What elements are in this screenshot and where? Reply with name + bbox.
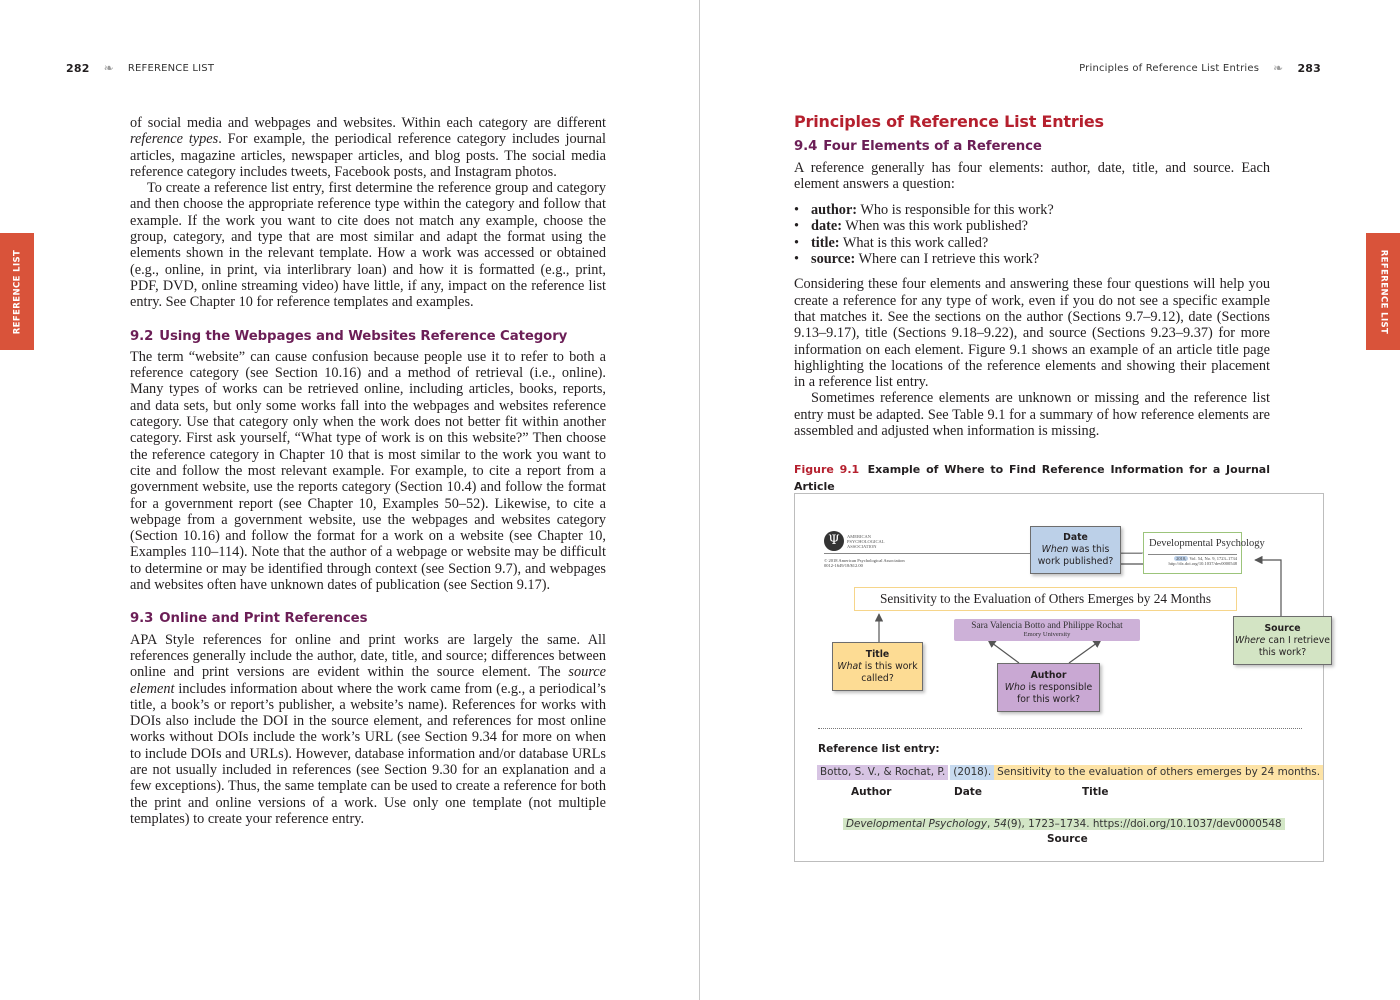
callout-question-word: What bbox=[837, 660, 862, 672]
reference-entry-label: Reference list entry: bbox=[818, 743, 940, 755]
callout-label: Author bbox=[1030, 669, 1067, 681]
text: of social media and webpages and websites. Within each category are different bbox=[130, 115, 606, 131]
publisher-name-line: AMERICAN bbox=[847, 533, 872, 539]
callout-source bbox=[1233, 616, 1332, 665]
journal-info-box bbox=[1143, 532, 1265, 574]
author-arrow-left bbox=[988, 640, 1019, 663]
paragraph: Considering these four elements and answering these four questions will help you create a reference for any type of work, even if you do not see a specific example that matches it. See the sections on the author (Sections 9.7–9.12), date (Sections 9.13–9.17), title (Sections 9.18–9.22), and source (Sections 9.23–9.37) for more information on each element. Figure 9.1 shows an example of an article title page highlighting the locations of the reference elements and showing their placement in a reference list entry. bbox=[794, 276, 1270, 391]
paragraph bbox=[130, 632, 606, 828]
figure-caption bbox=[794, 462, 1270, 495]
paragraph: The term “website” can cause confusion because people use it to refer to both a reference category (see Section 10.16) and a method of retrieval (i.e., online). Many types of works can be retrieved online, including articles, books, reports, and data sets, but only some works fall into the webpages and websites reference category. Use that category only when the work does not better fit within another category. First ask yourself, “What type of work is on this website?” Then choose the reference category in Chapter 10 that is most similar to the work you want to cite and follow the most relevant example. For example, to cite a report from a government website, use the reports category (Section 10.4) and follow the format for a government report (see Chapter 10, Examples 50–52). Likewise, to cite a webpage from a government website, use the webpages and websites category (Section 10.16) and follow the format for a work on a website (see Chapter 10, Examples 110–114). Note that the author of a webpage or website may be difficult to determine or may be identified through context (see Section 9.7), and webpages and websites often have unknown dates of publication (see Section 9.17). bbox=[130, 348, 606, 594]
callout-question-word: Where bbox=[1235, 634, 1266, 646]
book-spine-divider bbox=[699, 0, 700, 1000]
dotted-divider bbox=[818, 728, 1302, 729]
figure-title: Example of Where to Find Reference Information for a Journal Article bbox=[794, 463, 1270, 493]
publisher-name-line: ASSOCIATION bbox=[847, 543, 877, 549]
thumb-tab-left bbox=[0, 233, 34, 350]
journal-name: Developmental Psychology bbox=[1149, 538, 1265, 549]
section-title: Using the Webpages and Websites Reference Category bbox=[159, 328, 568, 344]
callout-question-word: When bbox=[1041, 544, 1069, 555]
reference-entry-line-2 bbox=[843, 817, 1285, 832]
list-item bbox=[794, 235, 1270, 251]
element-list bbox=[794, 202, 1270, 267]
page-number: 283 bbox=[1297, 61, 1321, 75]
article-title-box: Sensitivity to the Evaluation of Others Emerges by 24 Months bbox=[854, 587, 1237, 611]
callout-question bbox=[998, 682, 1099, 706]
list-term: title: bbox=[811, 234, 840, 251]
section-title: Four Elements of a Reference bbox=[823, 139, 1042, 155]
left-page-body bbox=[130, 115, 606, 827]
callout-question-rest: is this work called? bbox=[861, 660, 918, 684]
element-label-source: Source bbox=[1047, 833, 1088, 845]
paragraph: A reference generally has four elements: author, date, title, and source. Each element answers a question: bbox=[794, 159, 1270, 192]
list-item bbox=[794, 202, 1270, 218]
section-number: 9.3 bbox=[130, 611, 154, 627]
ornament-icon: ❧ bbox=[1273, 61, 1284, 75]
issn-line: 0012-1649/18/$12.00 bbox=[824, 563, 863, 568]
publisher-name-line: PSYCHOLOGICAL bbox=[847, 538, 885, 544]
section-heading-9-2 bbox=[130, 329, 606, 345]
thumb-tab-label: REFERENCE LIST bbox=[12, 249, 23, 334]
callout-label: Title bbox=[865, 648, 890, 660]
journal-volume: Vol. 54, No. 9, 1723–1734 bbox=[1189, 556, 1237, 561]
list-term: author: bbox=[811, 202, 858, 219]
source-volume: 54 bbox=[993, 818, 1007, 830]
callout-label: Source bbox=[1264, 622, 1301, 634]
reference-author: Botto, S. V., & Rochat, P. bbox=[817, 765, 948, 780]
term-italic: reference types bbox=[130, 131, 219, 148]
copyright-line: © 2018 American Psychological Association bbox=[824, 558, 905, 563]
element-label-author: Author bbox=[851, 786, 892, 798]
reference-title: Sensitivity to the evaluation of others emerges by 24 months. bbox=[994, 765, 1323, 780]
source-arrow bbox=[1255, 560, 1281, 616]
paragraph bbox=[130, 115, 606, 180]
callout-label: Date bbox=[1063, 532, 1088, 543]
callout-question bbox=[1234, 635, 1331, 659]
list-item bbox=[794, 218, 1270, 234]
source-sep: , bbox=[986, 818, 994, 830]
element-label-date: Date bbox=[954, 786, 982, 798]
source-rest: (9), 1723–1734. https://doi.org/10.1037/dev0000548 bbox=[1006, 818, 1282, 830]
section-heading-9-4 bbox=[794, 139, 1270, 155]
callout-question bbox=[833, 661, 922, 685]
paragraph: To create a reference list entry, first determine the reference group and category and then choose the appropriate reference type within the category and follow that example. If the work you want to cite does not match any example, choose the group, category, and type that are most similar and adapt the format using the elements shown in the relevant template. How a work was accessed or obtained (e.g., online, in print, via interlibrary loan) and how it is formatted (e.g., print, PDF, DVD, online streaming video) have little, if any, impact on the reference list entry. See Chapter 10 for reference templates and examples. bbox=[130, 180, 606, 311]
callout-author bbox=[997, 663, 1100, 712]
running-head-left bbox=[66, 61, 214, 75]
apa-logo-icon: Ψ bbox=[824, 531, 844, 551]
list-term: source: bbox=[811, 251, 856, 268]
callout-question-word: Who bbox=[1004, 681, 1026, 693]
list-item bbox=[794, 251, 1270, 267]
paragraph: Sometimes reference elements are unknown or missing and the reference list entry must be adapted. See Table 9.1 for a summary of how reference elements are assembled and adjusted when information is missing. bbox=[794, 390, 1270, 440]
list-text: Who is responsible for this work? bbox=[857, 202, 1054, 219]
running-head-title: REFERENCE LIST bbox=[127, 62, 215, 74]
text: . For example, the periodical reference category includes journal articles, magazine articles, newspaper articles, and blog posts. The social media reference category includes tweets, Facebook posts, and Instagram photos. bbox=[130, 131, 606, 180]
term-italic: source element bbox=[130, 664, 606, 697]
callout-question bbox=[1031, 544, 1120, 568]
ornament-icon: ❧ bbox=[103, 61, 114, 75]
figure-number: Figure 9.1 bbox=[794, 463, 860, 477]
apa-publisher-logo bbox=[824, 531, 885, 551]
article-author-box bbox=[954, 619, 1140, 641]
source-journal: Developmental Psychology bbox=[846, 818, 987, 830]
running-head-right bbox=[1079, 61, 1321, 75]
journal-rule bbox=[1148, 554, 1237, 555]
list-text: What is this work called? bbox=[839, 234, 989, 251]
text: APA Style references for online and print works are largely the same. All references generally include the author, date, title, and source; differences between online and print versions are evident within the source element. The bbox=[130, 631, 606, 681]
running-head-title: Principles of Reference List Entries bbox=[1079, 62, 1260, 74]
journal-meta bbox=[1168, 556, 1237, 566]
author-arrow-right bbox=[1069, 640, 1101, 663]
article-affiliation: Emory University bbox=[1023, 631, 1071, 638]
right-page-body bbox=[794, 114, 1270, 495]
callout-question-rest: was this work published? bbox=[1037, 544, 1114, 567]
major-heading: Principles of Reference List Entries bbox=[794, 112, 1104, 131]
callout-date bbox=[1030, 526, 1121, 574]
page-number: 282 bbox=[66, 61, 90, 75]
thumb-tab-label: REFERENCE LIST bbox=[1378, 249, 1389, 334]
section-number: 9.2 bbox=[130, 328, 154, 344]
element-label-title: Title bbox=[1082, 786, 1109, 798]
thumb-tab-right bbox=[1366, 233, 1400, 350]
figure-9-1 bbox=[794, 493, 1330, 862]
text: includes information about where the work came from (e.g., a periodical’s title, a book’s or report’s publisher, a website’s name). References for works with DOIs also include the DOI in the source element, and references for most online works without DOIs include the work’s URL (see Section 9.34 for more on when to include DOIs and URLs). However, database information and/or database URLs are not usually included in references (see Section 9.30 for an explanation and a few exceptions). Thus, the same template can be used to create a reference for both the print and online versions of a work. Use only one template (not multiple templates) to create your reference entry. bbox=[130, 680, 606, 827]
section-heading-9-3 bbox=[130, 611, 606, 627]
list-text: When was this work published? bbox=[841, 218, 1028, 235]
journal-year: 2018, bbox=[1176, 556, 1187, 561]
section-number: 9.4 bbox=[794, 139, 818, 155]
copyright-notice bbox=[824, 558, 905, 568]
reference-entry-line-1 bbox=[817, 765, 1323, 780]
journal-doi: http://dx.doi.org/10.1037/dev0000548 bbox=[1168, 561, 1237, 566]
reference-source bbox=[843, 818, 1285, 830]
callout-question-rest: can I retrieve this work? bbox=[1258, 634, 1330, 658]
list-term: date: bbox=[811, 218, 842, 235]
callout-question-rest: is responsible for this work? bbox=[1016, 681, 1093, 705]
section-title: Online and Print References bbox=[159, 611, 368, 627]
reference-date: (2018). bbox=[950, 765, 994, 780]
list-text: Where can I retrieve this work? bbox=[855, 251, 1040, 268]
article-authors: Sara Valencia Botto and Philippe Rochat bbox=[971, 621, 1123, 631]
publisher-name bbox=[847, 534, 885, 549]
callout-title bbox=[832, 642, 923, 691]
